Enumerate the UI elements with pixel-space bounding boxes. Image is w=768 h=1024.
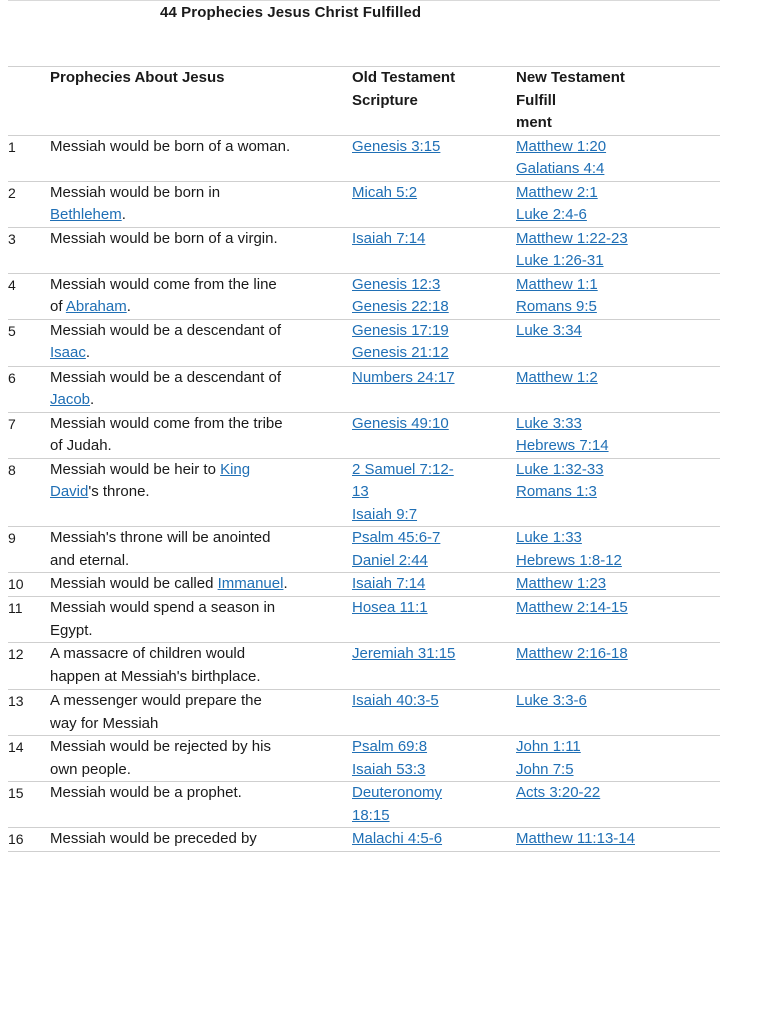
prophecy-text: Messiah would come from the line of Abraham. xyxy=(50,273,352,319)
table-row xyxy=(8,273,720,319)
row-number: 7 xyxy=(8,412,50,458)
row-number: 3 xyxy=(8,227,50,273)
old-testament-refs xyxy=(352,412,516,458)
old-testament-refs xyxy=(352,458,516,527)
top-rule xyxy=(8,0,720,1)
old-testament-refs xyxy=(352,181,516,227)
scripture-link[interactable]: Luke 3:3-6 xyxy=(516,692,587,709)
row-number: 15 xyxy=(8,782,50,828)
scripture-link[interactable]: Malachi 4:5-6 xyxy=(352,830,443,847)
scripture-link[interactable]: Genesis 49:10 xyxy=(352,414,449,432)
scripture-link[interactable]: Genesis 22:18 xyxy=(352,298,449,315)
old-testament-refs xyxy=(352,135,516,181)
scripture-link[interactable]: Matthew 11:13-14 xyxy=(516,830,635,847)
table-row xyxy=(8,366,720,412)
table-row xyxy=(8,227,720,273)
scripture-link[interactable]: Galatians 4:4 xyxy=(516,160,605,177)
prophecy-table xyxy=(8,66,720,852)
scripture-link[interactable]: John 1:11 xyxy=(516,738,581,755)
term-link[interactable]: Immanuel xyxy=(217,575,284,592)
row-number: 1 xyxy=(8,135,50,181)
prophecy-text: Messiah would be a descendant of Jacob. xyxy=(50,366,352,412)
scripture-link[interactable]: Luke 3:33 xyxy=(516,414,582,432)
table-row xyxy=(8,458,720,527)
term-link[interactable]: David xyxy=(50,483,89,500)
row-number: 11 xyxy=(8,597,50,643)
term-link[interactable]: King xyxy=(220,460,251,478)
row-number: 9 xyxy=(8,527,50,573)
scripture-link[interactable]: Luke 1:26-31 xyxy=(516,252,604,269)
scripture-link[interactable]: Hebrews 7:14 xyxy=(516,437,609,454)
row-number: 5 xyxy=(8,319,50,366)
new-testament-refs xyxy=(516,690,720,736)
table-row xyxy=(8,319,720,366)
prophecy-text: Messiah's throne will be anointed and eternal. xyxy=(50,527,352,573)
scripture-link[interactable]: Deuteronomy xyxy=(352,784,443,801)
old-testament-refs xyxy=(352,527,516,573)
scripture-link[interactable]: 2 Samuel 7:12- xyxy=(352,460,454,478)
new-testament-refs xyxy=(516,736,720,782)
new-testament-refs xyxy=(516,227,720,273)
table-row xyxy=(8,782,720,828)
table-row xyxy=(8,736,720,782)
scripture-link[interactable]: Luke 1:33 xyxy=(516,529,582,546)
term-link[interactable]: Bethlehem xyxy=(50,206,122,223)
old-testament-refs xyxy=(352,736,516,782)
scripture-link[interactable]: Hebrews 1:8-12 xyxy=(516,551,622,569)
table-row xyxy=(8,690,720,736)
term-link[interactable]: Jacob xyxy=(50,391,91,408)
scripture-link[interactable]: Genesis 21:12 xyxy=(352,344,449,361)
old-testament-refs xyxy=(352,828,516,852)
scripture-link[interactable]: Micah 5:2 xyxy=(352,183,418,201)
old-testament-refs xyxy=(352,319,516,366)
header-new-testament: New Testament Fulfill ment xyxy=(516,67,720,136)
scripture-link[interactable]: Genesis 3:15 xyxy=(352,137,441,155)
new-testament-refs xyxy=(516,135,720,181)
header-number xyxy=(8,67,50,136)
header-old-testament: Old Testament Scripture xyxy=(352,67,516,136)
document-title: 44 Prophecies Jesus Christ Fulfilled xyxy=(160,4,422,21)
prophecy-text: Messiah would be rejected by his own people. xyxy=(50,736,352,782)
scripture-link[interactable]: Psalm 45:6-7 xyxy=(352,529,441,546)
new-testament-refs xyxy=(516,782,720,828)
scripture-link[interactable]: John 7:5 xyxy=(516,760,574,778)
scripture-link[interactable]: Matthew 1:20 xyxy=(516,137,607,155)
new-testament-refs xyxy=(516,412,720,458)
old-testament-refs xyxy=(352,573,516,597)
row-number: 8 xyxy=(8,458,50,527)
old-testament-refs xyxy=(352,273,516,319)
table-row xyxy=(8,135,720,181)
old-testament-refs xyxy=(352,690,516,736)
scripture-link[interactable]: Luke 1:32-33 xyxy=(516,460,604,478)
table-row xyxy=(8,573,720,597)
table-row xyxy=(8,597,720,643)
scripture-link[interactable]: Isaiah 9:7 xyxy=(352,505,418,523)
row-number: 16 xyxy=(8,828,50,852)
prophecy-text: Messiah would be born of a woman. xyxy=(50,135,352,181)
scripture-link[interactable]: Genesis 12:3 xyxy=(352,275,441,293)
new-testament-refs xyxy=(516,527,720,573)
prophecy-text: Messiah would come from the tribe of Judah. xyxy=(50,412,352,458)
row-number: 12 xyxy=(8,643,50,690)
scripture-link[interactable]: Matthew 2:14-15 xyxy=(516,599,628,616)
scripture-link[interactable]: Matthew 1:23 xyxy=(516,575,607,592)
scripture-link[interactable]: Daniel 2:44 xyxy=(352,551,428,569)
table-row xyxy=(8,412,720,458)
row-number: 14 xyxy=(8,736,50,782)
scripture-link[interactable]: Jeremiah 31:15 xyxy=(352,645,456,662)
table-row xyxy=(8,181,720,227)
scripture-link[interactable]: Matthew 2:1 xyxy=(516,183,598,201)
scripture-link[interactable]: Matthew 1:2 xyxy=(516,368,598,386)
prophecy-text: Messiah would be preceded by xyxy=(50,828,352,852)
scripture-link[interactable]: Isaiah 40:3-5 xyxy=(352,692,439,709)
prophecy-text: A massacre of children would happen at Messiah's birthplace. xyxy=(50,643,352,690)
scripture-link[interactable]: Luke 3:34 xyxy=(516,321,582,339)
prophecy-text: Messiah would be born in Bethlehem. xyxy=(50,181,352,227)
row-number: 4 xyxy=(8,273,50,319)
row-number: 13 xyxy=(8,690,50,736)
scripture-link[interactable]: Matthew 2:16-18 xyxy=(516,645,628,662)
prophecy-text: Messiah would be born of a virgin. xyxy=(50,227,352,273)
scripture-link[interactable]: Psalm 69:8 xyxy=(352,738,428,755)
scripture-link[interactable]: Romans 1:3 xyxy=(516,483,597,500)
new-testament-refs xyxy=(516,458,720,527)
header-prophecy: Prophecies About Jesus xyxy=(50,67,352,136)
scripture-link[interactable]: Matthew 1:22-23 xyxy=(516,229,628,247)
old-testament-refs xyxy=(352,782,516,828)
new-testament-refs xyxy=(516,366,720,412)
new-testament-refs xyxy=(516,643,720,690)
scripture-link[interactable]: Isaiah 53:3 xyxy=(352,760,426,778)
old-testament-refs xyxy=(352,643,516,690)
table-row xyxy=(8,643,720,690)
old-testament-refs xyxy=(352,597,516,643)
scripture-link[interactable]: 13 xyxy=(352,483,369,500)
prophecy-text: Messiah would be a descendant of Isaac. xyxy=(50,319,352,366)
prophecy-text: Messiah would be a prophet. xyxy=(50,782,352,828)
scripture-link[interactable]: Luke 2:4-6 xyxy=(516,206,587,223)
new-testament-refs xyxy=(516,181,720,227)
scripture-link[interactable]: 18:15 xyxy=(352,806,390,824)
new-testament-refs xyxy=(516,273,720,319)
old-testament-refs xyxy=(352,366,516,412)
prophecy-text: Messiah would be heir to King David's throne. xyxy=(50,458,352,527)
scripture-link[interactable]: Isaiah 7:14 xyxy=(352,575,426,592)
new-testament-refs xyxy=(516,573,720,597)
row-number: 6 xyxy=(8,366,50,412)
prophecy-text: Messiah would be called Immanuel. xyxy=(50,573,352,597)
scripture-link[interactable]: Matthew 1:1 xyxy=(516,275,598,293)
scripture-link[interactable]: Isaiah 7:14 xyxy=(352,229,426,247)
term-link[interactable]: Isaac xyxy=(50,344,86,361)
scripture-link[interactable]: Genesis 17:19 xyxy=(352,321,449,339)
table-row xyxy=(8,828,720,852)
new-testament-refs xyxy=(516,597,720,643)
new-testament-refs xyxy=(516,828,720,852)
scripture-link[interactable]: Romans 9:5 xyxy=(516,298,597,315)
scripture-link[interactable]: Hosea 11:1 xyxy=(352,599,428,616)
scripture-link[interactable]: Numbers 24:17 xyxy=(352,368,455,386)
row-number: 2 xyxy=(8,181,50,227)
new-testament-refs xyxy=(516,319,720,366)
table-row xyxy=(8,527,720,573)
old-testament-refs xyxy=(352,227,516,273)
prophecy-text: Messiah would spend a season in Egypt. xyxy=(50,597,352,643)
table-header-row xyxy=(8,67,720,136)
prophecy-text: A messenger would prepare the way for Messiah xyxy=(50,690,352,736)
scripture-link[interactable]: Acts 3:20-22 xyxy=(516,784,601,801)
row-number: 10 xyxy=(8,573,50,597)
term-link[interactable]: Abraham xyxy=(65,298,127,315)
